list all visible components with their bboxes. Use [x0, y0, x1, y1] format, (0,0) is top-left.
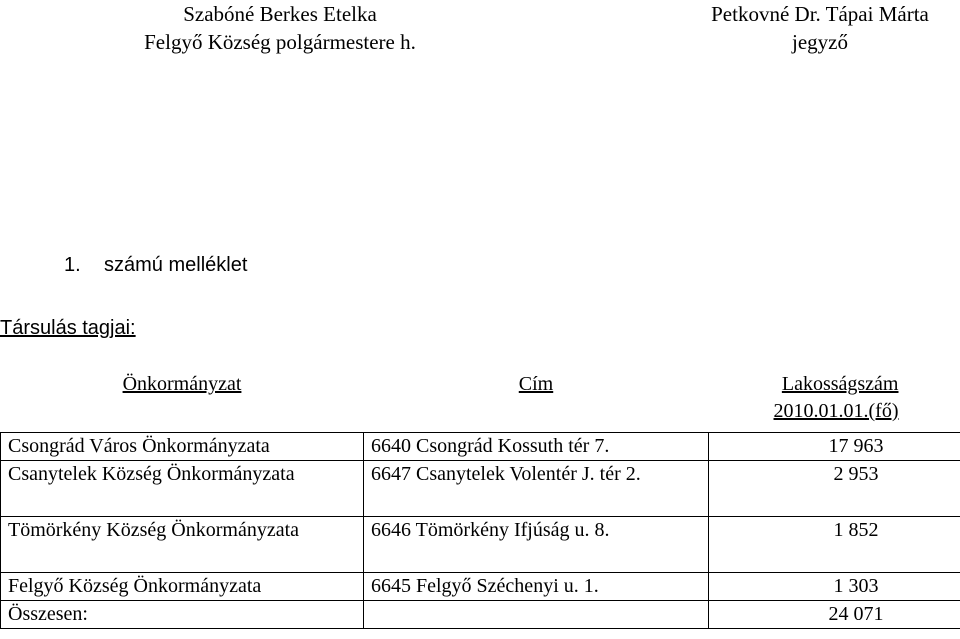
header-population-line1: Lakosságszám	[781, 373, 899, 395]
mayor-title: Felgyő Község polgármestere h.	[144, 30, 416, 54]
notary-title: jegyző	[792, 30, 848, 54]
cell-municipality: Csongrád Város Önkormányzata	[1, 432, 364, 460]
total-population: 24 071	[709, 600, 960, 628]
total-address	[364, 600, 709, 628]
members-table	[0, 366, 960, 629]
annex-label: számú melléklet	[104, 254, 248, 276]
cell-population: 2 953	[709, 460, 960, 516]
cell-address: 6647 Csanytelek Volentér J. tér 2.	[364, 460, 709, 516]
signature-block-mayor	[120, 0, 440, 56]
notary-name: Petkovné Dr. Tápai Márta	[711, 2, 929, 26]
cell-population: 17 963	[709, 432, 960, 460]
cell-municipality: Tömörkény Község Önkormányzata	[1, 516, 364, 572]
header-population-line2: 2010.01.01.(fő)	[773, 400, 899, 422]
table-row	[1, 460, 960, 516]
table-row	[1, 572, 960, 600]
header-municipality: Önkormányzat	[122, 373, 242, 395]
table-row	[1, 432, 960, 460]
table-row	[1, 516, 960, 572]
table-total-row	[1, 600, 960, 628]
members-heading: Társulás tagjai:	[0, 317, 136, 339]
cell-municipality: Csanytelek Község Önkormányzata	[1, 460, 364, 516]
cell-address: 6645 Felgyő Széchenyi u. 1.	[364, 572, 709, 600]
cell-address: 6640 Csongrád Kossuth tér 7.	[364, 432, 709, 460]
cell-address: 6646 Tömörkény Ifjúság u. 8.	[364, 516, 709, 572]
cell-population: 1 852	[709, 516, 960, 572]
cell-population: 1 303	[709, 572, 960, 600]
header-population	[709, 366, 960, 432]
header-address: Cím	[518, 373, 554, 395]
annex-title	[64, 254, 247, 277]
total-label: Összesen:	[1, 600, 364, 628]
mayor-name: Szabóné Berkes Etelka	[183, 2, 377, 26]
table-header-row	[1, 366, 960, 432]
annex-number: 1.	[64, 254, 81, 276]
cell-municipality: Felgyő Község Önkormányzata	[1, 572, 364, 600]
signature-block-notary	[680, 0, 960, 56]
